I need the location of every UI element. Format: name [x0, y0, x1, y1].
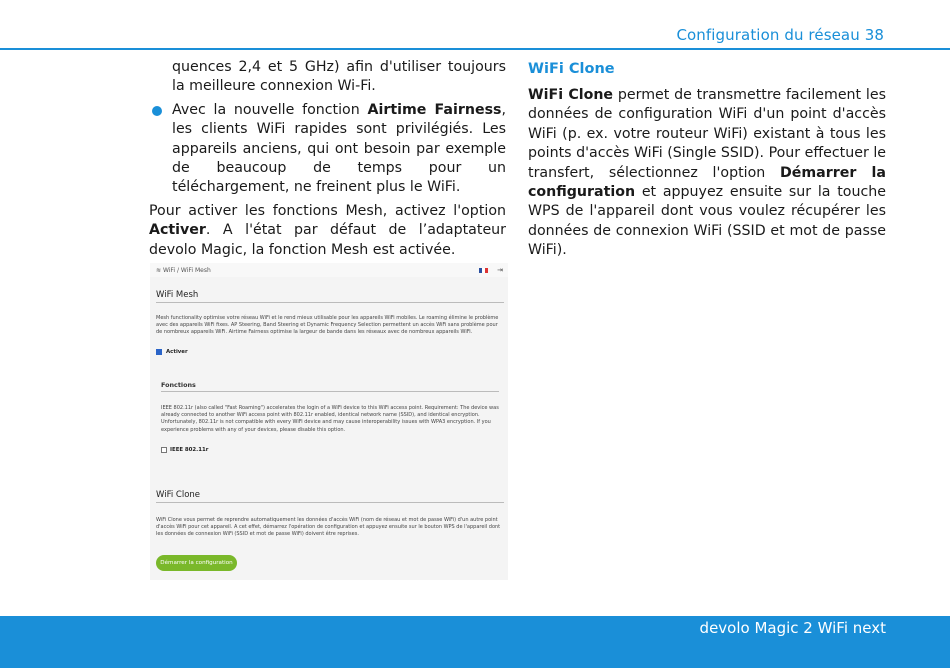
wifi-clone-description: WiFi Clone vous permet de reprendre automatiquement les données d'accès WiFi (nom de réseau et mot de passe WiFi) d'un autre point d'accès WiFi pour cet appareil. A cet effet, démarrez l'opération de configuration et appuyez ensuite sur le bouton WPS de l'appareil dont les données de connexion WiFi (SSID et mot de passe WiFi) doivent être reprises.	[156, 517, 501, 538]
footer-product-name: devolo Magic 2 WiFi next	[699, 619, 886, 637]
bullet-text-pre: Avec la nouvelle fonction	[172, 101, 368, 118]
fonctions-description: IEEE 802.11r (also called "Fast Roaming") accelerates the login of a WiFi device to this WiFi access point. Requirement: The device was already connected to another WiFi access point with 802.11r enabled, identical network name (SSID), and identical encryption. Unfortunately, 802.11r is not compatible with every WiFi device and may cause interoperability issues with WPA3 encryption. If you experience problems with any of your devices, please disable this option.	[161, 405, 499, 433]
start-configuration-button[interactable]: Démarrer la configuration	[156, 555, 237, 571]
wifi-clone-rule	[156, 502, 504, 503]
fonctions-title: Fonctions	[161, 381, 196, 389]
left-column	[149, 58, 506, 260]
mesh-activation-paragraph	[149, 202, 506, 260]
bullet-text-bold: Airtime Fairness	[367, 101, 502, 118]
right-column	[528, 58, 886, 261]
page-header-title: Configuration du réseau 38	[676, 26, 884, 44]
wifi-clone-heading: WiFi Clone	[528, 61, 615, 77]
wifi-clone-paragraph	[528, 86, 886, 261]
wifi-icon: ≋	[156, 267, 163, 274]
clone-bold-1: WiFi Clone	[528, 87, 614, 103]
activer-checkbox[interactable]	[156, 349, 162, 355]
clone-bold-2: Démarrer la configuration	[528, 164, 886, 201]
mesh-title-rule	[156, 302, 504, 303]
para-text-pre: Pour activer les fonctions Mesh, activez l'option	[149, 202, 506, 219]
language-flag-icon[interactable]	[479, 268, 488, 273]
header-divider	[0, 48, 950, 50]
fonctions-rule	[161, 391, 499, 392]
breadcrumb[interactable]	[156, 267, 211, 274]
logout-icon[interactable]: ⇥	[497, 266, 503, 274]
mesh-title: WiFi Mesh	[156, 290, 199, 300]
activer-label: Activer	[166, 349, 188, 355]
bullet-icon	[152, 106, 162, 116]
continued-text: quences 2,4 et 5 GHz) afin d'utiliser toujours la meilleure connexion Wi-Fi.	[172, 59, 506, 95]
para-text-post: . A l'état par défaut de l’adaptateur devolo Magic, la fonction Mesh est activée.	[149, 222, 506, 258]
para-text-bold: Activer	[149, 222, 206, 239]
ieee-80211r-label: IEEE 802.11r	[170, 447, 209, 453]
ieee-80211r-checkbox[interactable]	[161, 447, 167, 453]
bullet-text-post: , les clients WiFi rapides sont privilégiés. Les appareils anciens, qui ont besoin par exemple de beaucoup de temps pour un téléchargement, ne freinent plus le WiFi.	[172, 101, 506, 196]
mesh-settings-screenshot	[150, 263, 508, 580]
wifi-clone-title: WiFi Clone	[156, 490, 201, 500]
clone-text-1: permet de transmettre facilement les données de configuration WiFi d'un point d'accès WiFi (p. ex. votre routeur WiFi) existant à tous les points d'accès WiFi (Single SSID). Pour effectuer le transfert, sélectionnez l'option	[528, 87, 886, 181]
mesh-description: Mesh functionality optimise votre réseau WiFi et le rend mieux utilisable pour les appareils WiFi mobiles. Le roaming élimine le problème avec des appareils WiFi fixes. AP Steering, Band Steering et Dynamic Frequency Selection permettent un accès WiFi sans problème pour de nombreux appareils WiFi. Airtime Fairness optimise la largeur de bande dans les réseaux avec de nombreux appareils WiFi.	[156, 315, 499, 336]
bullet-airtime-fairness	[149, 101, 506, 198]
breadcrumb-label: WiFi / WiFi Mesh	[162, 267, 211, 274]
clone-text-2: et appuyez ensuite sur la touche WPS de l'appareil dont vous voulez récupérer les données de connexion WiFi (SSID et mot de passe WiFi).	[528, 184, 886, 259]
